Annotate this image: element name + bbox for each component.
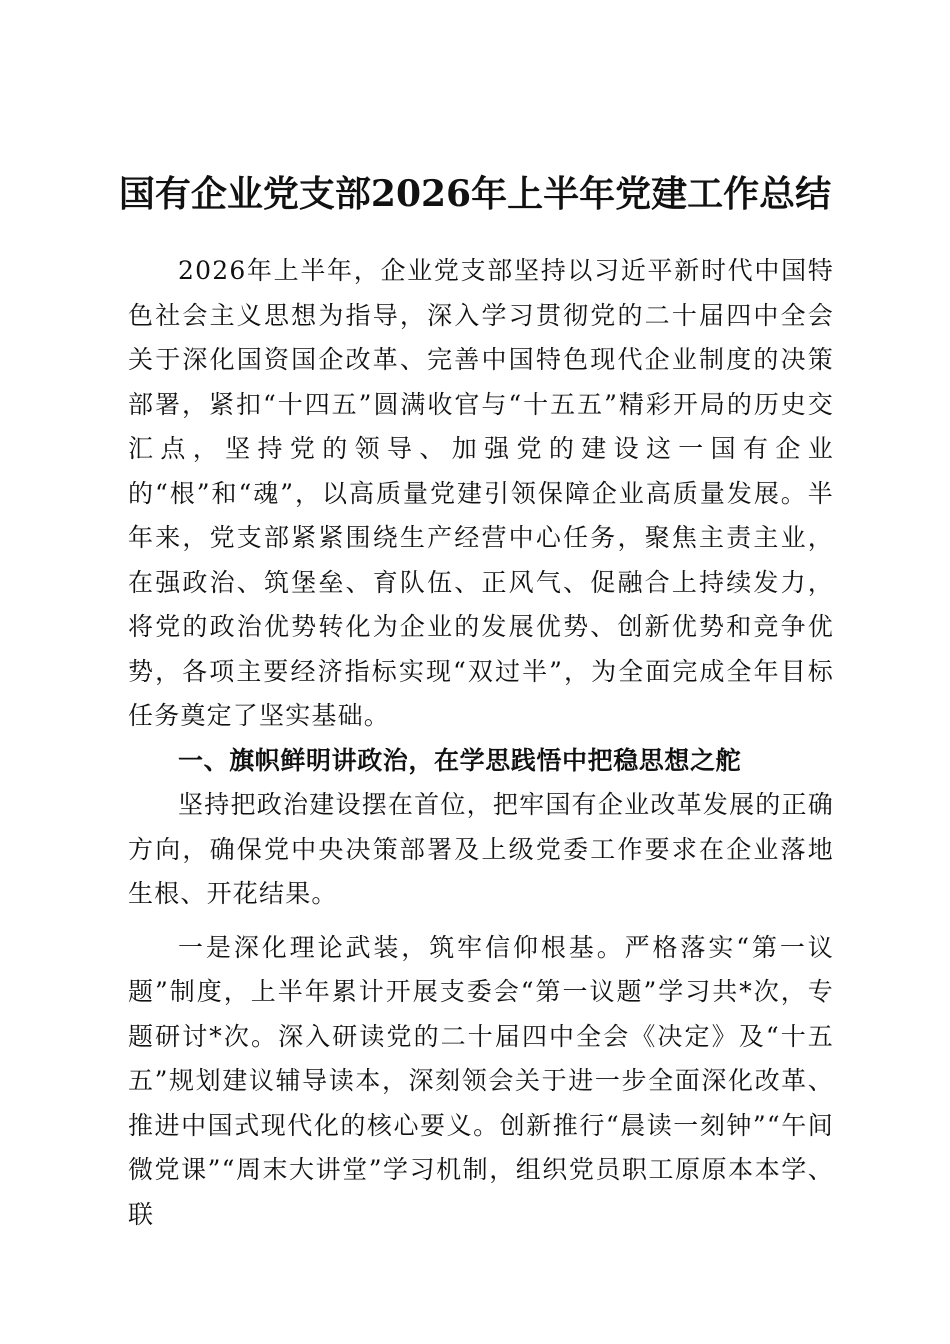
document-title: 国有企业党支部2026年上半年党建工作总结 [118,173,832,215]
document-body [128,249,834,1237]
intro-paragraph: 2026年上半年，企业党支部坚持以习近平新时代中国特色社会主义思想为指导，深入学习贯彻党的二十届四中全会关于深化国资国企改革、完善中国特色现代企业制度的决策部署，紧扣“十四五”圆满收官与“十五五”精彩开局的历史交汇点，坚持党的领导、加强党的建设这一国有企业的“根”和“魂”，以高质量党建引领保障企业高质量发展。半年来，党支部紧紧围绕生产经营中心任务，聚焦主责主业，在强政治、筑堡垒、育队伍、正风气、促融合上持续发力，将党的政治优势转化为企业的发展优势、创新优势和竞争优势，各项主要经济指标实现“双过半”，为全面完成全年目标任务奠定了坚实基础。 [128,256,834,730]
section-1-point-1-paragraph: 一是深化理论武装，筑牢信仰根基。严格落实“第一议题”制度，上半年累计开展支委会“第一议题”学习共*次，专题研讨*次。深入研读党的二十届四中全会《决定》及“十五五”规划建议辅导读本，深刻领会关于进一步全面深化改革、推进中国式现代化的核心要义。创新推行“晨读一刻钟”“午间微党课”“周末大讲堂”学习机制，组织党员职工原原本本学、联 [128,932,834,1229]
section-1-paragraph: 坚持把政治建设摆在首位，把牢国有企业改革发展的正确方向，确保党中央决策部署及上级党委工作要求在企业落地生根、开花结果。 [128,790,834,908]
section-heading-1: 一、旗帜鲜明讲政治，在学思践悟中把稳思想之舵 [178,745,742,775]
